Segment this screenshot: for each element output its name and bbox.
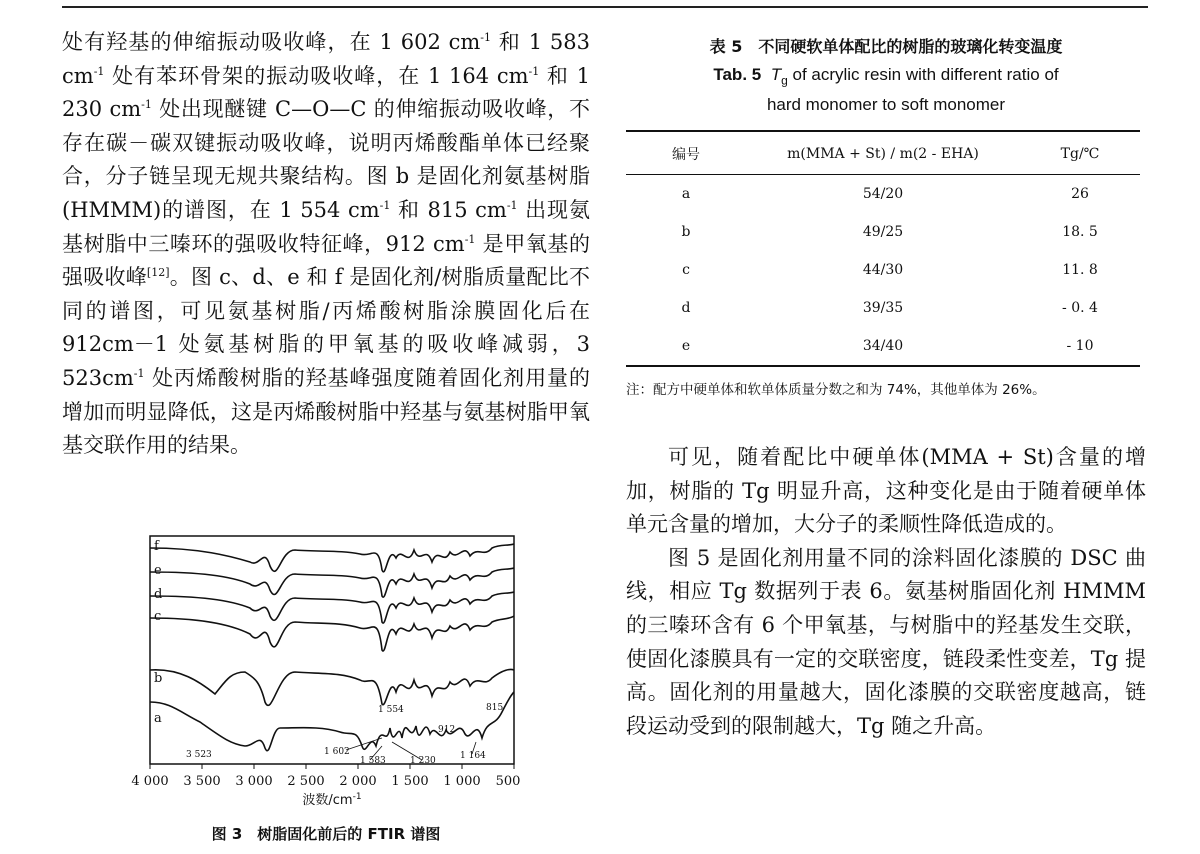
peak-1583: 1 583 xyxy=(360,756,386,766)
table-cell: b xyxy=(681,224,691,240)
table-header-row xyxy=(626,131,1140,175)
series-label-e: e xyxy=(154,563,162,578)
table-row xyxy=(626,213,1140,251)
table5-title-cn: 表 5 不同硬软单体配比的树脂的玻璃化转变温度 xyxy=(709,37,1063,56)
peak-1230: 1 230 xyxy=(410,756,436,766)
right-column xyxy=(626,34,1146,743)
x-axis-tick-labels xyxy=(131,774,520,789)
series-label-a: a xyxy=(154,711,162,726)
x-tick-3500: 3 500 xyxy=(183,774,221,789)
x-tick-4000: 4 000 xyxy=(131,774,169,789)
table-cell: 26 xyxy=(1071,186,1089,202)
curve-a xyxy=(150,692,514,751)
body-paragraph-1: 可见，随着配比中硬单体(MMA + St)含量的增加，树脂的 Tg 明显升高，这种变化是由于随着硬单体单元含量的增加，大分子的柔顺性降低造成的。 xyxy=(626,445,1146,537)
series-label-c: c xyxy=(154,609,162,624)
x-tick-2000: 2 000 xyxy=(339,774,377,789)
table-cell: 44/30 xyxy=(862,262,904,278)
peak-815: 815 xyxy=(486,703,504,713)
peak-1602: 1 602 xyxy=(324,747,350,757)
series-labels xyxy=(154,539,162,726)
curve-e xyxy=(150,568,514,597)
table-row xyxy=(626,289,1140,327)
peak-1164: 1 164 xyxy=(460,751,486,761)
table-row xyxy=(626,327,1140,366)
table-header: m(MMA + St) / m(2 - EHA) xyxy=(746,131,1020,175)
spectrum-curves xyxy=(150,544,514,751)
x-axis-label: 波数$/cm^{-1}$ xyxy=(302,792,362,808)
left-column xyxy=(62,26,590,463)
table-cell: 49/25 xyxy=(862,224,904,240)
table-cell: e xyxy=(626,327,746,366)
series-label-d: d xyxy=(154,587,163,602)
table-cell: - 0. 4 xyxy=(1062,300,1098,316)
table-row xyxy=(626,251,1140,289)
x-tick-2500: 2 500 xyxy=(287,774,325,789)
table-cell: 39/35 xyxy=(862,300,904,316)
x-tick-3000: 3 000 xyxy=(235,774,273,789)
series-label-b: b xyxy=(154,671,163,686)
table-cell: 11. 8 xyxy=(1062,262,1098,278)
body-paragraph-2: 图 5 是固化剂用量不同的涂料固化漆膜的 DSC 曲线，相应 Tg 数据列于表 6。氨基树脂固化剂 HMMM 的三嗪环含有 6 个甲氧基，与树脂中的羟基发生交联，使固化漆膜具有一定的交联密度，链段柔性变差，Tg 提高。固化剂的用量越大，固化漆膜的交联密度越高，链段运动受到的限制越大，Tg 随之升高。 xyxy=(626,545,1146,738)
table-header: Tg/℃ xyxy=(1020,131,1140,175)
curve-b xyxy=(150,669,514,705)
table5 xyxy=(626,130,1140,367)
header-rule xyxy=(62,6,1148,8)
x-tick-1500: 1 500 xyxy=(391,774,429,789)
table-cell: a xyxy=(681,186,691,202)
curve-c xyxy=(150,616,514,651)
x-tick-1000: 1 000 xyxy=(443,774,481,789)
x-tick-500: 500 xyxy=(495,774,520,789)
peak-1554: 1 554 xyxy=(378,705,404,715)
left-paragraph: 处有羟基的伸缩振动吸收峰，在 1 602 $cm^{-1}$ 和 1 583 $cm^{-1}$ 处有苯环骨架的振动吸收峰，在 1 164 $cm^{-1}$ 和 1 230 $cm^{-1}$ 处出现醚键 C—O—C 的伸缩振动吸收峰，不存在碳－碳双键振动吸收峰，说明丙烯酸酯单体已经聚合，分子链呈现无规共聚结构。图 b 是固化剂氨基树脂(HMMM)的谱图，在 1 554 $cm^{-1}$ 和 815 $cm^{-1}$ 出现氨基树脂中三嗪环的强吸收特征峰，912 $cm^{-1}$ 是甲氧基的强吸收峰[12]。图 c、d、e 和 f 是固化剂/树脂质量配比不同的谱图，可见氨基树脂/丙烯酸树脂涂膜固化后在 912cm－1 处氨基树脂的甲氧基的吸收峰减弱，3 $523cm^{-1}$ 处丙烯酸树脂的羟基峰强度随着固化剂用量的增加而明显降低，这是丙烯酸树脂中羟基与氨基树脂甲氧基交联作用的结果。 xyxy=(62,30,590,458)
table-cell: d xyxy=(681,300,691,316)
table5-note: 注：配方中硬单体和软单体质量分数之和为 74%，其他单体为 26%。 xyxy=(626,382,1046,398)
table-header: 编号 xyxy=(626,131,746,175)
peak-annotations xyxy=(186,703,503,766)
table5-title-en-line2: hard monomer to soft monomer xyxy=(766,95,1006,114)
ftir-figure xyxy=(120,532,520,832)
figure-caption: 图 3 树脂固化前后的 FTIR 谱图 xyxy=(211,825,441,843)
peak-3523: 3 523 xyxy=(186,750,212,760)
table5-title-en: Tab. 5 $T_g$ of acrylic resin with different ratio of xyxy=(713,65,1059,88)
table-cell: 34/40 xyxy=(746,327,1020,366)
curve-f xyxy=(150,544,514,572)
table-row xyxy=(626,175,1140,214)
table-cell: 54/20 xyxy=(862,186,904,202)
series-label-f: f xyxy=(154,539,159,554)
peak-912: 912 xyxy=(438,725,456,735)
curve-d xyxy=(150,592,514,623)
table-cell: - 10 xyxy=(1020,327,1140,366)
table-cell: c xyxy=(682,262,690,278)
table-cell: 18. 5 xyxy=(1062,224,1098,240)
